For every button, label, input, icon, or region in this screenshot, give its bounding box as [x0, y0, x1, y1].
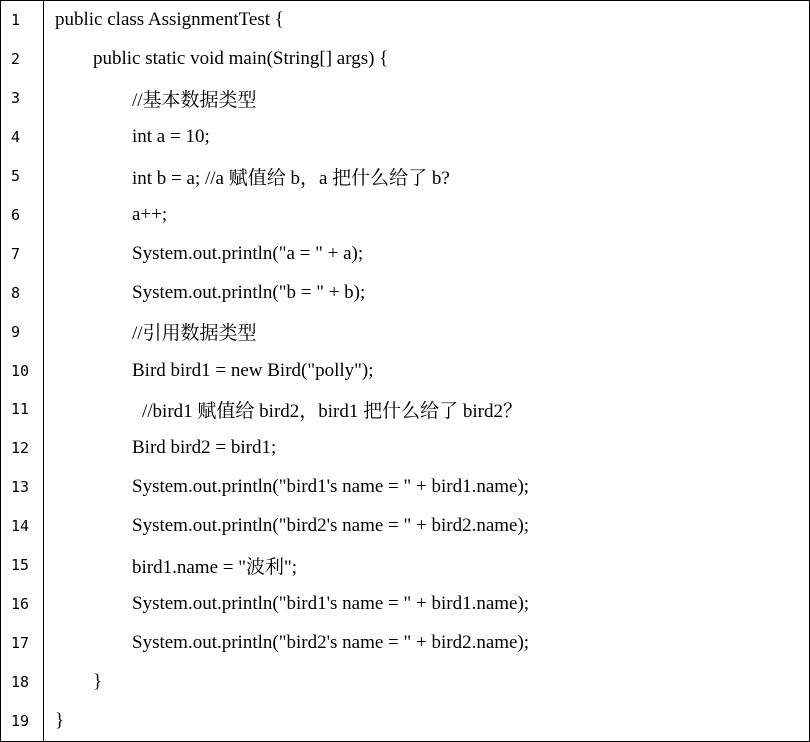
line-number: 10 — [11, 361, 30, 380]
code-text: a++; — [132, 203, 168, 225]
code-text: bird1.name = "波利"; — [132, 556, 298, 578]
code-line — [1, 546, 809, 585]
code-line — [1, 390, 809, 429]
line-number: 5 — [11, 167, 21, 186]
line-number: 6 — [11, 205, 21, 224]
line-number: 7 — [11, 244, 21, 263]
code-text: System.out.println("a = " + a); — [132, 242, 364, 264]
code-text: //基本数据类型 — [132, 89, 257, 111]
code-line — [1, 468, 809, 507]
code-line — [1, 429, 809, 468]
code-line — [1, 157, 809, 196]
code-line — [1, 507, 809, 546]
code-text: System.out.println("bird2's name = " + bird2.name); — [132, 631, 530, 653]
code-line — [1, 118, 809, 157]
code-line — [1, 701, 809, 740]
code-text: Bird bird1 = new Bird("polly"); — [132, 359, 374, 381]
code-text: //引用数据类型 — [132, 323, 257, 345]
line-number: 16 — [11, 594, 30, 613]
code-text: public static void main(String[] args) { — [93, 48, 389, 70]
line-number: 1 — [11, 11, 21, 30]
line-number: 13 — [11, 478, 30, 497]
code-text: System.out.println("bird1's name = " + bird1.name); — [132, 592, 530, 614]
line-number: 11 — [11, 400, 30, 419]
code-line — [1, 623, 809, 662]
code-text: Bird bird2 = bird1; — [132, 437, 277, 459]
code-text: int a = 10; — [132, 126, 210, 148]
code-line — [1, 1, 809, 40]
code-text: System.out.println("bird2's name = " + bird2.name); — [132, 515, 530, 537]
line-number: 17 — [11, 633, 30, 652]
code-line — [1, 312, 809, 351]
line-number: 3 — [11, 89, 21, 108]
line-number: 9 — [11, 322, 21, 341]
code-line — [1, 662, 809, 701]
code-text: System.out.println("b = " + b); — [132, 281, 366, 303]
code-line — [1, 351, 809, 390]
code-text: } — [93, 670, 103, 692]
line-number: 15 — [11, 556, 30, 575]
line-number: 14 — [11, 517, 30, 536]
code-line — [1, 585, 809, 624]
line-number: 12 — [11, 439, 30, 458]
line-number: 8 — [11, 283, 21, 302]
code-text: } — [55, 709, 65, 731]
code-line — [1, 234, 809, 273]
code-text: //bird1 赋值给 bird2，bird1 把什么给了 bird2？ — [142, 400, 522, 422]
code-line — [1, 40, 809, 79]
line-number: 4 — [11, 128, 21, 147]
code-line — [1, 273, 809, 312]
line-number: 18 — [11, 672, 30, 691]
code-line — [1, 79, 809, 118]
line-number: 2 — [11, 50, 21, 69]
code-text: System.out.println("bird1's name = " + bird1.name); — [132, 476, 530, 498]
code-line — [1, 196, 809, 235]
code-text: public class AssignmentTest { — [55, 9, 284, 31]
code-text: int b = a; //a 赋值给 b，a 把什么给了 b? — [132, 167, 450, 189]
line-number: 19 — [11, 711, 30, 730]
